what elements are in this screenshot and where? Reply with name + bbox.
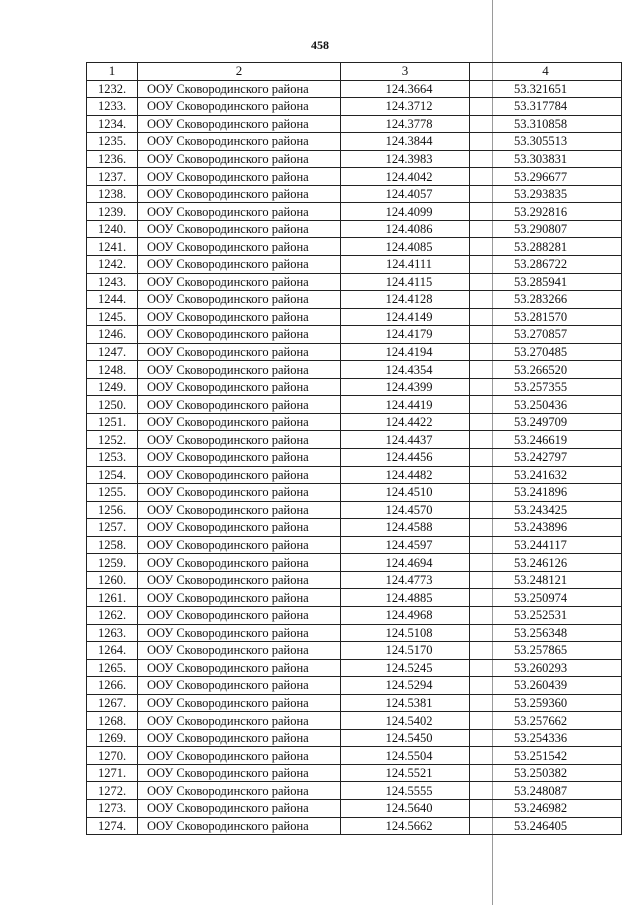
row-number-cell: 1265. xyxy=(87,659,138,677)
longitude-cell: 124.5170 xyxy=(341,642,470,660)
longitude-cell: 124.4968 xyxy=(341,606,470,624)
latitude-cell: 53.260439 xyxy=(470,677,622,695)
table-row xyxy=(87,782,622,800)
row-number-cell: 1259. xyxy=(87,554,138,572)
table-row xyxy=(87,185,622,203)
table-row xyxy=(87,115,622,133)
longitude-cell: 124.4399 xyxy=(341,378,470,396)
longitude-cell: 124.4086 xyxy=(341,220,470,238)
table-row xyxy=(87,571,622,589)
table-row xyxy=(87,799,622,817)
latitude-cell: 53.242797 xyxy=(470,449,622,467)
longitude-cell: 124.4085 xyxy=(341,238,470,256)
table-row xyxy=(87,308,622,326)
organization-cell: ООУ Сковородинского района xyxy=(138,203,341,221)
longitude-cell: 124.4510 xyxy=(341,484,470,502)
row-number-cell: 1248. xyxy=(87,361,138,379)
organization-cell: ООУ Сковородинского района xyxy=(138,694,341,712)
latitude-cell: 53.288281 xyxy=(470,238,622,256)
longitude-cell: 124.5662 xyxy=(341,817,470,835)
latitude-cell: 53.246982 xyxy=(470,799,622,817)
latitude-cell: 53.285941 xyxy=(470,273,622,291)
longitude-cell: 124.4456 xyxy=(341,449,470,467)
latitude-cell: 53.296677 xyxy=(470,168,622,186)
longitude-cell: 124.4437 xyxy=(341,431,470,449)
row-number-cell: 1250. xyxy=(87,396,138,414)
organization-cell: ООУ Сковородинского района xyxy=(138,133,341,151)
organization-cell: ООУ Сковородинского района xyxy=(138,308,341,326)
row-number-cell: 1238. xyxy=(87,185,138,203)
table-row xyxy=(87,536,622,554)
row-number-cell: 1249. xyxy=(87,378,138,396)
table-row xyxy=(87,694,622,712)
latitude-cell: 53.257355 xyxy=(470,378,622,396)
latitude-cell: 53.250382 xyxy=(470,764,622,782)
table-row xyxy=(87,220,622,238)
latitude-cell: 53.249709 xyxy=(470,413,622,431)
longitude-cell: 124.4179 xyxy=(341,326,470,344)
latitude-cell: 53.248087 xyxy=(470,782,622,800)
organization-cell: ООУ Сковородинского района xyxy=(138,817,341,835)
table-row xyxy=(87,378,622,396)
organization-cell: ООУ Сковородинского района xyxy=(138,115,341,133)
longitude-cell: 124.3844 xyxy=(341,133,470,151)
row-number-cell: 1273. xyxy=(87,799,138,817)
longitude-cell: 124.5450 xyxy=(341,729,470,747)
organization-cell: ООУ Сковородинского района xyxy=(138,413,341,431)
latitude-cell: 53.246405 xyxy=(470,817,622,835)
latitude-cell: 53.252531 xyxy=(470,606,622,624)
longitude-cell: 124.3983 xyxy=(341,150,470,168)
latitude-cell: 53.290807 xyxy=(470,220,622,238)
longitude-cell: 124.5504 xyxy=(341,747,470,765)
organization-cell: ООУ Сковородинского района xyxy=(138,747,341,765)
latitude-cell: 53.317784 xyxy=(470,98,622,116)
row-number-cell: 1239. xyxy=(87,203,138,221)
longitude-cell: 124.4057 xyxy=(341,185,470,203)
latitude-cell: 53.259360 xyxy=(470,694,622,712)
table-row xyxy=(87,168,622,186)
row-number-cell: 1244. xyxy=(87,291,138,309)
row-number-cell: 1254. xyxy=(87,466,138,484)
header-col-2: 2 xyxy=(138,63,341,81)
organization-cell: ООУ Сковородинского района xyxy=(138,659,341,677)
latitude-cell: 53.305513 xyxy=(470,133,622,151)
longitude-cell: 124.5402 xyxy=(341,712,470,730)
longitude-cell: 124.4885 xyxy=(341,589,470,607)
longitude-cell: 124.4099 xyxy=(341,203,470,221)
organization-cell: ООУ Сковородинского района xyxy=(138,326,341,344)
longitude-cell: 124.5381 xyxy=(341,694,470,712)
organization-cell: ООУ Сковородинского района xyxy=(138,185,341,203)
table-row xyxy=(87,273,622,291)
longitude-cell: 124.4422 xyxy=(341,413,470,431)
longitude-cell: 124.4128 xyxy=(341,291,470,309)
row-number-cell: 1264. xyxy=(87,642,138,660)
row-number-cell: 1235. xyxy=(87,133,138,151)
table-row xyxy=(87,712,622,730)
organization-cell: ООУ Сковородинского района xyxy=(138,799,341,817)
row-number-cell: 1245. xyxy=(87,308,138,326)
table-row xyxy=(87,80,622,98)
longitude-cell: 124.4482 xyxy=(341,466,470,484)
table-row xyxy=(87,677,622,695)
latitude-cell: 53.266520 xyxy=(470,361,622,379)
row-number-cell: 1271. xyxy=(87,764,138,782)
row-number-cell: 1237. xyxy=(87,168,138,186)
table-row xyxy=(87,291,622,309)
organization-cell: ООУ Сковородинского района xyxy=(138,361,341,379)
table-row xyxy=(87,589,622,607)
table-row xyxy=(87,431,622,449)
organization-cell: ООУ Сковородинского района xyxy=(138,712,341,730)
row-number-cell: 1240. xyxy=(87,220,138,238)
longitude-cell: 124.3712 xyxy=(341,98,470,116)
longitude-cell: 124.4588 xyxy=(341,519,470,537)
table-row xyxy=(87,519,622,537)
row-number-cell: 1267. xyxy=(87,694,138,712)
row-number-cell: 1270. xyxy=(87,747,138,765)
latitude-cell: 53.241896 xyxy=(470,484,622,502)
table-row xyxy=(87,554,622,572)
organization-cell: ООУ Сковородинского района xyxy=(138,220,341,238)
table-row xyxy=(87,606,622,624)
latitude-cell: 53.283266 xyxy=(470,291,622,309)
organization-cell: ООУ Сковородинского района xyxy=(138,624,341,642)
table-row xyxy=(87,203,622,221)
longitude-cell: 124.5294 xyxy=(341,677,470,695)
organization-cell: ООУ Сковородинского района xyxy=(138,642,341,660)
table-row xyxy=(87,624,622,642)
row-number-cell: 1263. xyxy=(87,624,138,642)
longitude-cell: 124.5108 xyxy=(341,624,470,642)
organization-cell: ООУ Сковородинского района xyxy=(138,256,341,274)
organization-cell: ООУ Сковородинского района xyxy=(138,168,341,186)
row-number-cell: 1274. xyxy=(87,817,138,835)
coordinates-table xyxy=(86,62,622,835)
latitude-cell: 53.246619 xyxy=(470,431,622,449)
latitude-cell: 53.260293 xyxy=(470,659,622,677)
row-number-cell: 1233. xyxy=(87,98,138,116)
row-number-cell: 1269. xyxy=(87,729,138,747)
latitude-cell: 53.270485 xyxy=(470,343,622,361)
longitude-cell: 124.5555 xyxy=(341,782,470,800)
longitude-cell: 124.3778 xyxy=(341,115,470,133)
organization-cell: ООУ Сковородинского района xyxy=(138,764,341,782)
table-row xyxy=(87,326,622,344)
latitude-cell: 53.251542 xyxy=(470,747,622,765)
latitude-cell: 53.270857 xyxy=(470,326,622,344)
longitude-cell: 124.4115 xyxy=(341,273,470,291)
row-number-cell: 1243. xyxy=(87,273,138,291)
row-number-cell: 1242. xyxy=(87,256,138,274)
table-row xyxy=(87,343,622,361)
table-row xyxy=(87,466,622,484)
row-number-cell: 1234. xyxy=(87,115,138,133)
row-number-cell: 1256. xyxy=(87,501,138,519)
latitude-cell: 53.293835 xyxy=(470,185,622,203)
table-row xyxy=(87,817,622,835)
row-number-cell: 1266. xyxy=(87,677,138,695)
organization-cell: ООУ Сковородинского района xyxy=(138,431,341,449)
latitude-cell: 53.303831 xyxy=(470,150,622,168)
row-number-cell: 1258. xyxy=(87,536,138,554)
longitude-cell: 124.5521 xyxy=(341,764,470,782)
latitude-cell: 53.310858 xyxy=(470,115,622,133)
header-col-1: 1 xyxy=(87,63,138,81)
latitude-cell: 53.250974 xyxy=(470,589,622,607)
row-number-cell: 1241. xyxy=(87,238,138,256)
organization-cell: ООУ Сковородинского района xyxy=(138,238,341,256)
organization-cell: ООУ Сковородинского района xyxy=(138,343,341,361)
longitude-cell: 124.4597 xyxy=(341,536,470,554)
latitude-cell: 53.257662 xyxy=(470,712,622,730)
longitude-cell: 124.4419 xyxy=(341,396,470,414)
latitude-cell: 53.256348 xyxy=(470,624,622,642)
row-number-cell: 1246. xyxy=(87,326,138,344)
latitude-cell: 53.250436 xyxy=(470,396,622,414)
row-number-cell: 1261. xyxy=(87,589,138,607)
row-number-cell: 1257. xyxy=(87,519,138,537)
table-row xyxy=(87,361,622,379)
organization-cell: ООУ Сковородинского района xyxy=(138,606,341,624)
table-row xyxy=(87,413,622,431)
row-number-cell: 1262. xyxy=(87,606,138,624)
table-row xyxy=(87,729,622,747)
organization-cell: ООУ Сковородинского района xyxy=(138,519,341,537)
longitude-cell: 124.5245 xyxy=(341,659,470,677)
latitude-cell: 53.254336 xyxy=(470,729,622,747)
table-row xyxy=(87,747,622,765)
organization-cell: ООУ Сковородинского района xyxy=(138,449,341,467)
longitude-cell: 124.5640 xyxy=(341,799,470,817)
longitude-cell: 124.4111 xyxy=(341,256,470,274)
organization-cell: ООУ Сковородинского района xyxy=(138,729,341,747)
organization-cell: ООУ Сковородинского района xyxy=(138,484,341,502)
organization-cell: ООУ Сковородинского района xyxy=(138,782,341,800)
longitude-cell: 124.3664 xyxy=(341,80,470,98)
table-row xyxy=(87,642,622,660)
page-number: 458 xyxy=(311,38,329,52)
row-number-cell: 1247. xyxy=(87,343,138,361)
table-header xyxy=(87,63,622,81)
organization-cell: ООУ Сковородинского района xyxy=(138,273,341,291)
longitude-cell: 124.4773 xyxy=(341,571,470,589)
latitude-cell: 53.243896 xyxy=(470,519,622,537)
row-number-cell: 1232. xyxy=(87,80,138,98)
header-row xyxy=(87,63,622,81)
organization-cell: ООУ Сковородинского района xyxy=(138,291,341,309)
row-number-cell: 1260. xyxy=(87,571,138,589)
table-row xyxy=(87,484,622,502)
table-row xyxy=(87,764,622,782)
row-number-cell: 1252. xyxy=(87,431,138,449)
latitude-cell: 53.241632 xyxy=(470,466,622,484)
organization-cell: ООУ Сковородинского района xyxy=(138,501,341,519)
organization-cell: ООУ Сковородинского района xyxy=(138,589,341,607)
table-row xyxy=(87,396,622,414)
organization-cell: ООУ Сковородинского района xyxy=(138,98,341,116)
row-number-cell: 1253. xyxy=(87,449,138,467)
longitude-cell: 124.4354 xyxy=(341,361,470,379)
latitude-cell: 53.292816 xyxy=(470,203,622,221)
table-row xyxy=(87,659,622,677)
latitude-cell: 53.246126 xyxy=(470,554,622,572)
table-row xyxy=(87,238,622,256)
latitude-cell: 53.243425 xyxy=(470,501,622,519)
longitude-cell: 124.4194 xyxy=(341,343,470,361)
header-col-4: 4 xyxy=(470,63,622,81)
table-body xyxy=(87,80,622,835)
organization-cell: ООУ Сковородинского района xyxy=(138,677,341,695)
organization-cell: ООУ Сковородинского района xyxy=(138,536,341,554)
header-col-3: 3 xyxy=(341,63,470,81)
latitude-cell: 53.281570 xyxy=(470,308,622,326)
table-row xyxy=(87,133,622,151)
longitude-cell: 124.4694 xyxy=(341,554,470,572)
row-number-cell: 1236. xyxy=(87,150,138,168)
organization-cell: ООУ Сковородинского района xyxy=(138,378,341,396)
latitude-cell: 53.244117 xyxy=(470,536,622,554)
table-row xyxy=(87,501,622,519)
row-number-cell: 1255. xyxy=(87,484,138,502)
table-row xyxy=(87,150,622,168)
organization-cell: ООУ Сковородинского района xyxy=(138,571,341,589)
latitude-cell: 53.257865 xyxy=(470,642,622,660)
longitude-cell: 124.4149 xyxy=(341,308,470,326)
longitude-cell: 124.4570 xyxy=(341,501,470,519)
latitude-cell: 53.248121 xyxy=(470,571,622,589)
row-number-cell: 1272. xyxy=(87,782,138,800)
row-number-cell: 1268. xyxy=(87,712,138,730)
organization-cell: ООУ Сковородинского района xyxy=(138,554,341,572)
organization-cell: ООУ Сковородинского района xyxy=(138,396,341,414)
table-row xyxy=(87,256,622,274)
table-row xyxy=(87,98,622,116)
latitude-cell: 53.321651 xyxy=(470,80,622,98)
row-number-cell: 1251. xyxy=(87,413,138,431)
organization-cell: ООУ Сковородинского района xyxy=(138,466,341,484)
table-row xyxy=(87,449,622,467)
organization-cell: ООУ Сковородинского района xyxy=(138,150,341,168)
latitude-cell: 53.286722 xyxy=(470,256,622,274)
organization-cell: ООУ Сковородинского района xyxy=(138,80,341,98)
longitude-cell: 124.4042 xyxy=(341,168,470,186)
